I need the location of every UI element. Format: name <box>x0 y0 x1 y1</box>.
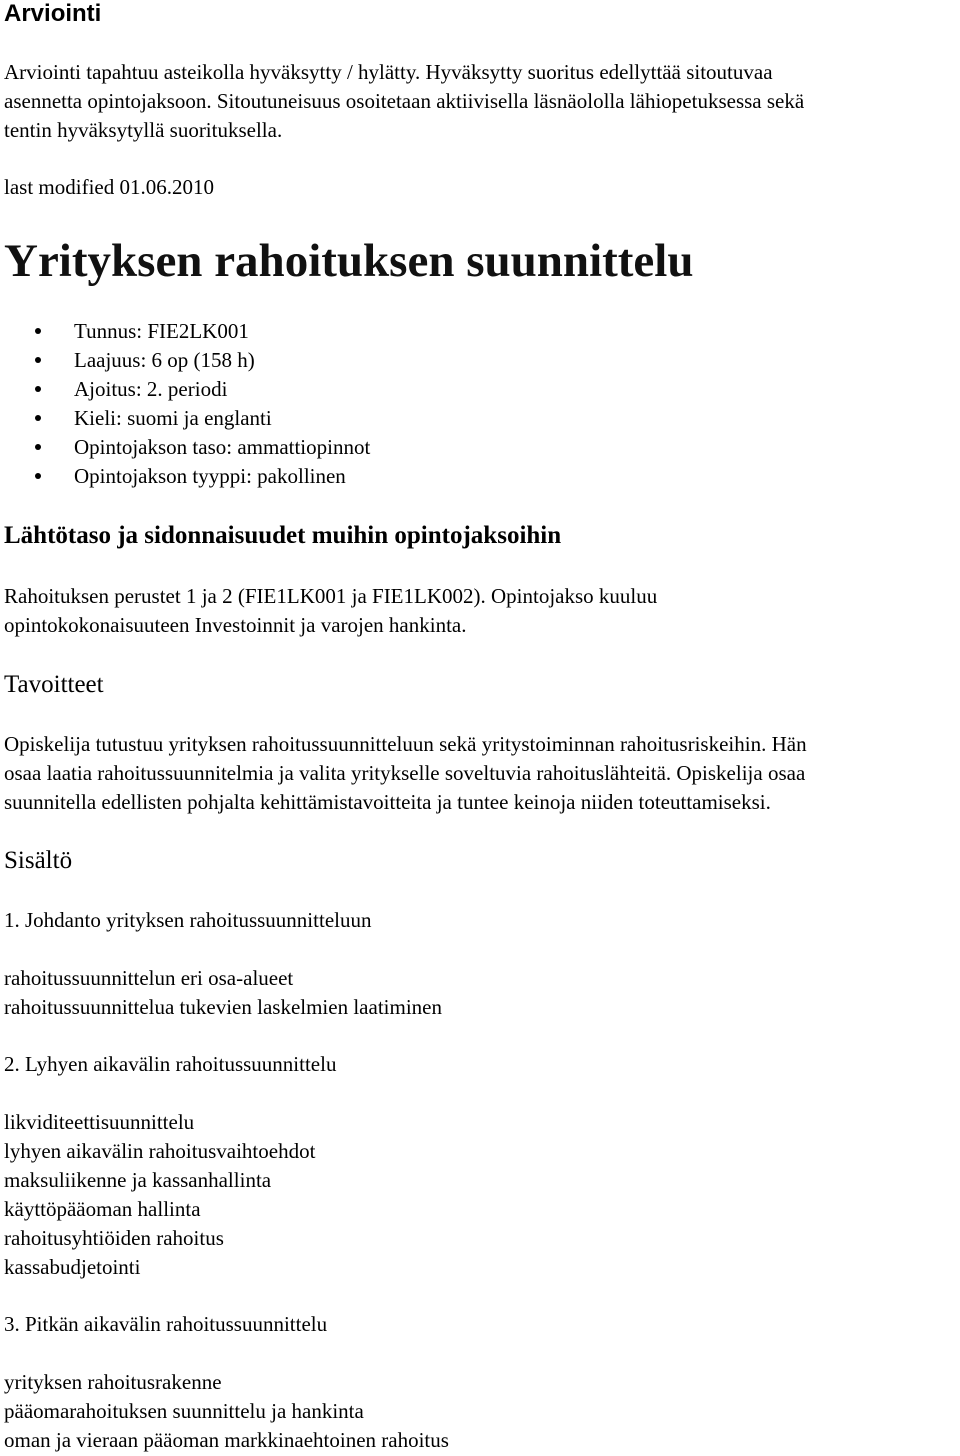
list-item <box>0 462 370 491</box>
paragraph-line: suunnitella edellisten pohjalta kehittämistavoitteita ja tuntee keinoja niiden toteuttamiseksi. <box>4 790 771 814</box>
paragraph-line: Arviointi tapahtuu asteikolla hyväksytty / hylätty. Hyväksytty suoritus edellyttää sitoutuvaa <box>4 60 773 84</box>
bullet-icon <box>35 473 41 479</box>
bullet-icon <box>35 444 41 450</box>
course-title: Yrityksen rahoituksen suunnittelu <box>4 235 694 287</box>
list-item <box>0 375 370 404</box>
fact-language: Kieli: suomi ja englanti <box>74 406 272 430</box>
prerequisites-paragraph <box>4 582 657 640</box>
prerequisites-heading: Lähtötaso ja sidonnaisuudet muihin opintojaksoihin <box>4 522 562 549</box>
bullet-icon <box>35 415 41 421</box>
assessment-paragraph <box>4 58 804 145</box>
list-item <box>0 317 370 346</box>
bullet-icon <box>35 328 41 334</box>
paragraph-line: Rahoituksen perustet 1 ja 2 (FIE1LK001 ja FIE1LK002). Opintojakso kuuluu <box>4 584 658 608</box>
list-item: maksuliikenne ja kassanhallinta <box>4 1168 272 1192</box>
list-item: rahoitussuunnittelun eri osa-alueet <box>4 966 294 990</box>
fact-type: Opintojakson tyyppi: pakollinen <box>74 464 346 488</box>
fact-level: Opintojakson taso: ammattiopinnot <box>74 435 371 459</box>
content-section-items <box>4 1108 315 1282</box>
list-item <box>0 346 370 375</box>
list-item: rahoitussuunnittelua tukevien laskelmien laatiminen <box>4 995 442 1019</box>
list-item: kassabudjetointi <box>4 1255 141 1279</box>
content-section-items <box>4 1368 449 1455</box>
content-heading: Sisältö <box>4 847 73 874</box>
last-modified: last modified 01.06.2010 <box>4 175 214 199</box>
paragraph-line: asennetta opintojaksoon. Sitoutuneisuus osoitetaan aktiivisella läsnäololla lähiopetuksessa sekä <box>4 89 805 113</box>
list-item: lyhyen aikavälin rahoitusvaihtoehdot <box>4 1139 316 1163</box>
course-facts-list <box>0 317 370 491</box>
paragraph-line: opintokokonaisuuteen Investoinnit ja varojen hankinta. <box>4 613 467 637</box>
paragraph-line: osaa laatia rahoitussuunnitelmia ja valita yritykselle soveltuvia rahoituslähteitä. Opiskelija osaa <box>4 761 806 785</box>
bullet-icon <box>35 357 41 363</box>
goals-heading: Tavoitteet <box>4 671 104 698</box>
assessment-heading: Arviointi <box>4 0 102 27</box>
bullet-icon <box>35 386 41 392</box>
list-item: oman ja vieraan pääoman markkinaehtoinen rahoitus <box>4 1428 449 1452</box>
content-section-title: 1. Johdanto yrityksen rahoitussuunnitteluun <box>4 908 372 932</box>
list-item: yrityksen rahoitusrakenne <box>4 1370 222 1394</box>
fact-scope: Laajuus: 6 op (158 h) <box>74 348 255 372</box>
paragraph-line: tentin hyväksytyllä suorituksella. <box>4 118 283 142</box>
list-item: pääomarahoituksen suunnittelu ja hankinta <box>4 1399 364 1423</box>
paragraph-line: Opiskelija tutustuu yrityksen rahoitussuunnitteluun sekä yritystoiminnan rahoitusriskeihin. Hän <box>4 732 807 756</box>
list-item: käyttöpääoman hallinta <box>4 1197 201 1221</box>
list-item <box>0 404 370 433</box>
content-section-title: 2. Lyhyen aikavälin rahoitussuunnittelu <box>4 1052 337 1076</box>
fact-timing: Ajoitus: 2. periodi <box>74 377 228 401</box>
goals-paragraph <box>4 730 807 817</box>
list-item <box>0 433 370 462</box>
content-section-title: 3. Pitkän aikavälin rahoitussuunnittelu <box>4 1312 328 1336</box>
list-item: likviditeettisuunnittelu <box>4 1110 195 1134</box>
content-section-items <box>4 964 442 1022</box>
list-item: rahoitusyhtiöiden rahoitus <box>4 1226 224 1250</box>
fact-code: Tunnus: FIE2LK001 <box>74 319 249 343</box>
